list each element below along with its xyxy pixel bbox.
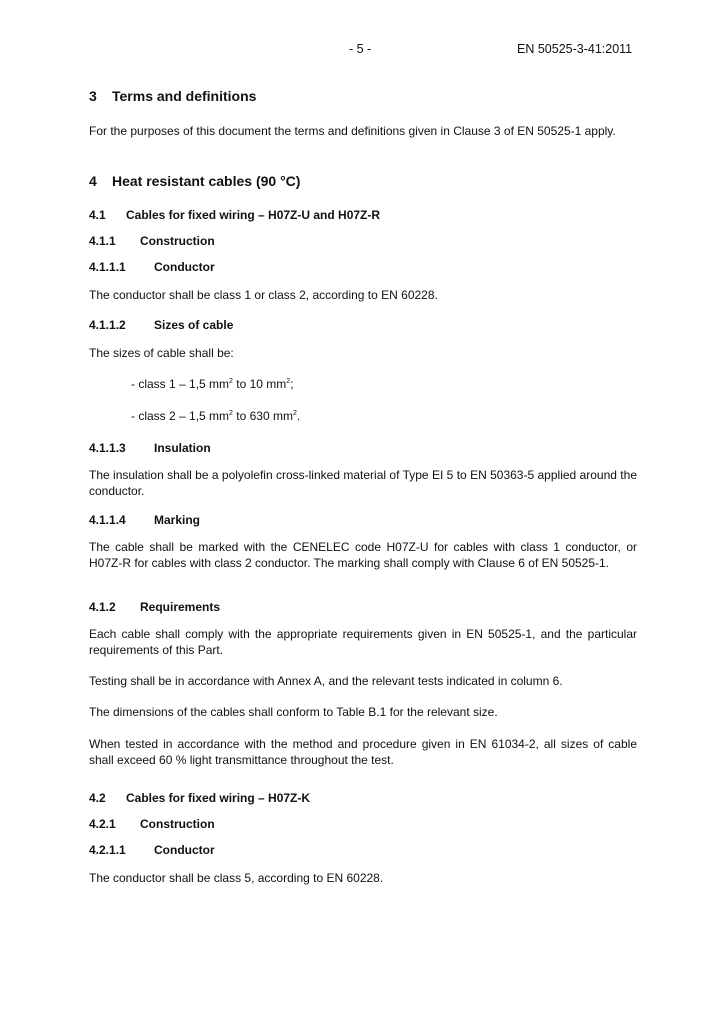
heading-4-1 bbox=[89, 208, 380, 222]
list-item-class-2: - class 2 – 1,5 $mm^2$ to 630 $mm^2$. bbox=[131, 409, 301, 423]
heading-title: Sizes of cable bbox=[154, 318, 234, 332]
heading-title: Conductor bbox=[154, 260, 215, 274]
heading-4-1-1-2 bbox=[89, 318, 233, 332]
heading-number: 4.1.1.4 bbox=[89, 513, 126, 527]
paragraph-terms: For the purposes of this document the terms and definitions given in Clause 3 of EN 50525-1 apply. bbox=[89, 124, 616, 138]
heading-4-1-2 bbox=[89, 600, 220, 614]
document-id: EN 50525-3-41:2011 bbox=[517, 42, 633, 56]
heading-number: 4.1.1.3 bbox=[89, 441, 126, 455]
paragraph-insulation: The insulation shall be a polyolefin cross-linked material of Type EI 5 to EN 50363-5 applied around the conductor. bbox=[89, 468, 637, 498]
heading-number: 4.2.1 bbox=[89, 817, 116, 831]
heading-number: 4.1.1 bbox=[89, 234, 116, 248]
paragraph-requirements-2: Testing shall be in accordance with Annex A, and the relevant tests indicated in column 6. bbox=[89, 674, 563, 688]
heading-4-2-1 bbox=[89, 817, 215, 831]
heading-number: 4.2 bbox=[89, 791, 106, 805]
heading-clause-3 bbox=[89, 88, 256, 104]
paragraph-requirements-4: When tested in accordance with the method and procedure given in EN 61034-2, all sizes of cable shall exceed 60 % light transmittance throughout the test. bbox=[89, 737, 637, 767]
heading-4-1-1-1 bbox=[89, 260, 215, 274]
heading-title: Cables for fixed wiring – H07Z-U and H07Z-R bbox=[126, 208, 381, 222]
heading-4-2 bbox=[89, 791, 310, 805]
heading-number: 4 bbox=[89, 173, 97, 189]
heading-number: 3 bbox=[89, 88, 97, 104]
page-number: - 5 - bbox=[349, 42, 372, 56]
heading-number: 4.2.1.1 bbox=[89, 843, 126, 857]
heading-4-2-1-1 bbox=[89, 843, 215, 857]
heading-title: Cables for fixed wiring – H07Z-K bbox=[126, 791, 311, 805]
heading-title: Conductor bbox=[154, 843, 215, 857]
paragraph-requirements-3: The dimensions of the cables shall conform to Table B.1 for the relevant size. bbox=[89, 705, 498, 719]
heading-number: 4.1 bbox=[89, 208, 106, 222]
heading-4-1-1-4 bbox=[89, 513, 200, 527]
heading-title: Insulation bbox=[154, 441, 211, 455]
heading-4-1-1-3 bbox=[89, 441, 211, 455]
heading-4-1-1 bbox=[89, 234, 215, 248]
paragraph-sizes: The sizes of cable shall be: bbox=[89, 346, 234, 360]
heading-clause-4 bbox=[89, 173, 300, 189]
list-item-class-1: - class 1 – 1,5 $mm^2$ to 10 $mm^2$; bbox=[131, 377, 294, 391]
heading-title: Construction bbox=[140, 817, 215, 831]
paragraph-conductor-class: The conductor shall be class 1 or class 2, according to EN 60228. bbox=[89, 288, 438, 302]
heading-title: Heat resistant cables (90 °C) bbox=[112, 173, 301, 189]
paragraph-marking: The cable shall be marked with the CENELEC code H07Z-U for cables with class 1 conductor, or H07Z-R for cables with class 2 conductor. The marking shall comply with Clause 6 of EN 50525-1. bbox=[89, 540, 637, 570]
paragraph-requirements-1: Each cable shall comply with the appropriate requirements given in EN 50525-1, and the particular requirements of this Part. bbox=[89, 627, 637, 657]
heading-title: Construction bbox=[140, 234, 215, 248]
heading-number: 4.1.1.2 bbox=[89, 318, 126, 332]
heading-number: 4.1.2 bbox=[89, 600, 116, 614]
heading-title: Marking bbox=[154, 513, 201, 527]
paragraph-conductor-class-5: The conductor shall be class 5, according to EN 60228. bbox=[89, 871, 384, 885]
heading-title: Terms and definitions bbox=[112, 88, 257, 104]
heading-title: Requirements bbox=[140, 600, 221, 614]
heading-number: 4.1.1.1 bbox=[89, 260, 126, 274]
